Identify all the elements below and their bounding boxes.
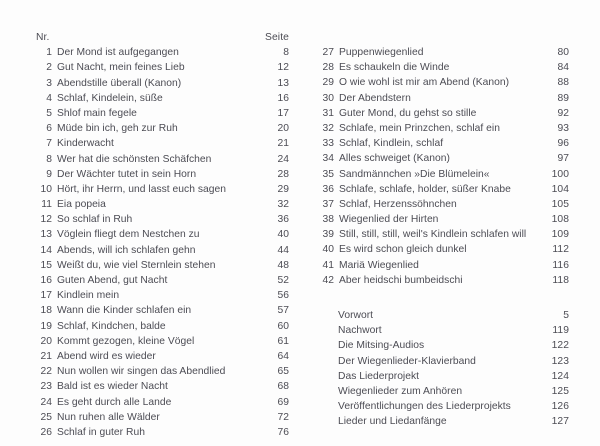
toc-entry-page-number: 56 <box>277 290 289 302</box>
toc-entry[interactable] <box>318 60 569 75</box>
toc-entry-number: 5 <box>46 107 52 119</box>
toc-entry-title[interactable]: Abend wird es wieder <box>57 350 156 362</box>
toc-entry-page-number: 61 <box>277 335 289 347</box>
toc-entry[interactable] <box>318 212 569 227</box>
toc-entry[interactable] <box>36 349 289 364</box>
toc-entry-page-number: 5 <box>563 310 569 321</box>
toc-entry[interactable] <box>318 258 569 273</box>
toc-entry-page-number: 127 <box>551 416 569 428</box>
toc-entry-title[interactable]: Wiegenlied der Hirten <box>339 214 439 226</box>
toc-entry-number: 32 <box>322 122 334 134</box>
toc-entry-title[interactable]: Gut Nacht, mein feines Lieb <box>57 62 185 74</box>
toc-entry-title[interactable]: Sandmännchen »Die Blümelein« <box>339 168 490 180</box>
toc-entry-number: 9 <box>46 168 52 180</box>
toc-entry[interactable] <box>318 91 569 106</box>
toc-entry-page-number: 57 <box>277 305 289 317</box>
toc-entry-title[interactable]: So schlaf in Ruh <box>57 214 133 226</box>
toc-entry[interactable] <box>36 182 289 197</box>
toc-entry[interactable] <box>338 414 569 429</box>
toc-entry-page-number: 122 <box>551 340 569 352</box>
toc-entry-number: 28 <box>322 62 334 74</box>
toc-entry-title[interactable]: Schlaf, Herzenssöhnchen <box>339 198 457 210</box>
toc-entry-number: 27 <box>322 47 334 58</box>
toc-entry[interactable] <box>36 379 289 394</box>
toc-entry-number: 35 <box>322 168 334 180</box>
toc-entry-title[interactable]: Es geht durch alle Lande <box>57 396 172 408</box>
toc-entry-number: 18 <box>40 305 52 317</box>
toc-entry-page-number: 60 <box>277 320 289 332</box>
toc-entry-page-number: 92 <box>557 107 569 119</box>
toc-entry[interactable] <box>36 136 289 151</box>
toc-entry-title[interactable]: Bald ist es wieder Nacht <box>57 381 168 393</box>
toc-entry-page-number: 64 <box>277 350 289 362</box>
toc-entry-number: 21 <box>40 350 52 362</box>
toc-entry-number: 31 <box>322 107 334 119</box>
toc-entry-title[interactable]: Es schaukeln die Winde <box>339 62 450 74</box>
toc-entry-title[interactable]: Der Mond ist aufgegangen <box>57 47 179 59</box>
toc-entry-title[interactable]: Guter Mond, du gehst so stille <box>339 107 477 119</box>
toc-entry-title[interactable]: Vorwort <box>338 310 374 321</box>
toc-entry-title[interactable]: Lieder und Liedanfänge <box>338 416 447 428</box>
toc-entry-page-number: 126 <box>551 401 569 413</box>
toc-entry-number: 36 <box>322 183 334 195</box>
toc-entry-page-number: 93 <box>557 122 569 134</box>
toc-entry-page-number: 123 <box>551 355 569 367</box>
toc-entry-page-number: 48 <box>277 259 289 271</box>
toc-entry-page-number: 116 <box>552 259 569 271</box>
toc-entry-title[interactable]: Puppenwiegenlied <box>339 47 424 58</box>
toc-entry-title[interactable]: Schlaf in guter Ruh <box>57 426 145 438</box>
toc-entry[interactable] <box>36 395 289 410</box>
toc-entry-number: 17 <box>40 290 52 302</box>
toc-entry-title[interactable]: Die Mitsing-Audios <box>338 340 425 352</box>
toc-entry-title[interactable]: Kinderwacht <box>57 138 114 150</box>
toc-entry[interactable] <box>36 45 289 60</box>
toc-entry[interactable] <box>36 106 289 121</box>
toc-entry-title[interactable]: Guten Abend, gut Nacht <box>57 275 168 286</box>
toc-entry-page-number: 108 <box>551 214 569 226</box>
toc-entry-page-number: 13 <box>277 77 289 89</box>
toc-entry-page-number: 109 <box>551 229 569 241</box>
toc-entry[interactable] <box>36 152 289 167</box>
toc-entry-title[interactable]: Still, still, still, weil's Kindlein schlafen will <box>339 229 527 241</box>
toc-entry[interactable] <box>318 75 569 90</box>
toc-entry-page-number: 29 <box>277 183 289 195</box>
toc-entry-page-number: 40 <box>277 229 289 241</box>
toc-entry-title[interactable]: Weißt du, wie viel Sternlein stehen <box>57 259 216 271</box>
toc-entry-page-number: 32 <box>277 199 289 211</box>
toc-list-left <box>36 45 289 440</box>
toc-entry-page-number: 80 <box>557 47 569 58</box>
toc-entry-page-number: 65 <box>277 366 289 378</box>
toc-entry-title[interactable]: Schlaf, Kindchen, balde <box>57 320 166 332</box>
toc-entry-number: 11 <box>41 199 52 211</box>
toc-entry[interactable] <box>36 227 289 242</box>
toc-entry[interactable] <box>318 182 569 197</box>
toc-entry-title[interactable]: Hört, ihr Herrn, und lasst euch sagen <box>57 183 227 195</box>
toc-entry-page-number: 100 <box>551 168 569 180</box>
toc-entry[interactable] <box>338 354 569 369</box>
toc-entry-title[interactable]: Kommt gezogen, kleine Vögel <box>57 335 195 347</box>
column-header-seite: Seite <box>265 32 289 43</box>
toc-back-matter <box>338 308 569 430</box>
toc-entry[interactable] <box>36 425 289 440</box>
toc-entry-number: 16 <box>40 275 52 286</box>
toc-entry-title[interactable]: Nun wollen wir singen das Abendlied <box>57 366 226 378</box>
toc-entry-title[interactable]: Schlaf, Kindelein, süße <box>57 92 163 104</box>
toc-entry-number: 41 <box>322 259 334 271</box>
toc-entry-number: 12 <box>40 214 52 226</box>
toc-entry[interactable] <box>36 197 289 212</box>
toc-entry[interactable] <box>318 197 569 212</box>
toc-entry-page-number: 68 <box>277 381 289 393</box>
toc-entry-page-number: 72 <box>277 411 289 423</box>
toc-entry[interactable] <box>318 121 569 136</box>
toc-entry-title[interactable]: Nachwort <box>338 325 382 337</box>
toc-entry-number: 7 <box>46 138 52 150</box>
toc-entry-number: 30 <box>322 92 334 104</box>
toc-entry-page-number: 105 <box>551 198 569 210</box>
toc-entry-page-number: 12 <box>277 62 289 74</box>
toc-entry-number: 10 <box>40 183 52 195</box>
toc-entry-title[interactable]: Wer hat die schönsten Schäfchen <box>57 153 212 165</box>
toc-entry-number: 23 <box>40 381 52 393</box>
toc-entry-number: 3 <box>46 77 52 89</box>
toc-entry[interactable] <box>36 212 289 227</box>
toc-entry-page-number: 118 <box>552 274 569 286</box>
toc-entry-page-number: 17 <box>277 107 289 119</box>
toc-entry[interactable] <box>36 121 289 136</box>
toc-entry[interactable] <box>338 323 569 338</box>
toc-entry-number: 33 <box>322 138 334 150</box>
toc-entry-number: 19 <box>40 320 52 332</box>
toc-entry-title[interactable]: Alles schweiget (Kanon) <box>339 153 450 165</box>
toc-entry-title[interactable]: Eia popeia <box>57 199 106 211</box>
toc-entry-number: 4 <box>46 92 52 104</box>
toc-entry[interactable] <box>36 91 289 106</box>
toc-entry-title[interactable]: Der Wiegenlieder-Klavierband <box>338 355 476 367</box>
toc-entry-number: 29 <box>322 77 334 89</box>
toc-entry-title[interactable]: Mariä Wiegenlied <box>339 259 419 271</box>
toc-entry-title[interactable]: Aber heidschi bumbeidschi <box>339 274 463 286</box>
toc-entry-title[interactable]: Kindlein mein <box>57 290 120 302</box>
toc-entry-number: 8 <box>46 153 52 165</box>
toc-entry-number: 37 <box>322 198 334 210</box>
toc-entry[interactable] <box>318 273 569 288</box>
toc-entry[interactable] <box>338 384 569 399</box>
toc-entry[interactable] <box>36 273 289 288</box>
toc-entry[interactable] <box>338 338 569 353</box>
toc-entry[interactable] <box>36 258 289 273</box>
toc-entry-page-number: 44 <box>277 244 289 256</box>
toc-entry-page-number: 52 <box>277 275 289 286</box>
toc-entry-page-number: 96 <box>557 138 569 150</box>
toc-column-left <box>36 30 289 440</box>
toc-entry-page-number: 84 <box>557 62 569 74</box>
toc-entry-title[interactable]: Vöglein fliegt dem Nestchen zu <box>57 229 200 241</box>
toc-entry-number: 24 <box>40 396 52 408</box>
toc-entry[interactable] <box>36 60 289 75</box>
toc-entry-title[interactable]: Abendstille überall (Kanon) <box>57 77 182 89</box>
toc-column-right <box>318 45 569 288</box>
toc-entry-page-number: 8 <box>283 47 289 59</box>
toc-entry[interactable] <box>36 303 289 318</box>
toc-entry[interactable] <box>36 410 289 425</box>
toc-entry[interactable] <box>36 334 289 349</box>
toc-entry-page-number: 104 <box>551 183 569 195</box>
toc-entry-number: 25 <box>40 411 52 423</box>
toc-entry[interactable] <box>318 45 569 60</box>
toc-entry-page-number: 36 <box>277 214 289 226</box>
toc-entry-title[interactable]: Müde bin ich, geh zur Ruh <box>57 123 178 135</box>
toc-entry[interactable] <box>36 364 289 379</box>
toc-entry-number: 2 <box>46 62 52 74</box>
toc-entry-number: 15 <box>40 259 52 271</box>
toc-entry[interactable] <box>318 167 569 182</box>
toc-entry[interactable] <box>318 106 569 121</box>
toc-entry-number: 38 <box>322 214 334 226</box>
toc-entry-title[interactable]: O wie wohl ist mir am Abend (Kanon) <box>339 77 510 89</box>
toc-entry[interactable] <box>318 151 569 166</box>
toc-entry-page-number: 89 <box>557 92 569 104</box>
toc-entry-number: 1 <box>46 47 52 59</box>
toc-entry-title[interactable]: Das Liederprojekt <box>338 370 420 382</box>
toc-entry-page-number: 20 <box>277 123 289 135</box>
toc-entry-title[interactable]: Abends, will ich schlafen gehn <box>57 244 196 256</box>
toc-entry[interactable] <box>318 227 569 242</box>
toc-entry-page-number: 112 <box>552 244 569 256</box>
toc-entry-number: 20 <box>40 335 52 347</box>
toc-entry-number: 14 <box>40 244 52 256</box>
toc-list-back <box>338 308 569 430</box>
toc-entry-title[interactable]: Wiegenlieder zum Anhören <box>338 385 463 397</box>
toc-entry-title[interactable]: Shlof main fegele <box>57 107 137 119</box>
toc-entry[interactable] <box>318 136 569 151</box>
toc-entry[interactable] <box>36 319 289 334</box>
toc-entry-number: 22 <box>40 366 52 378</box>
toc-entry-title[interactable]: Veröffentlichungen des Liederprojekts <box>338 401 511 413</box>
toc-header-row <box>36 30 289 45</box>
toc-entry-page-number: 24 <box>277 153 289 165</box>
toc-entry-number: 26 <box>40 426 52 438</box>
toc-entry-page-number: 97 <box>557 153 569 165</box>
toc-entry-title[interactable]: Schlaf, Kindlein, schlaf <box>339 138 444 150</box>
toc-entry-number: 39 <box>322 229 334 241</box>
toc-entry-title[interactable]: Schlafe, schlafe, holder, süßer Knabe <box>339 183 511 195</box>
toc-entry-page-number: 124 <box>551 370 569 382</box>
toc-entry-number: 40 <box>322 244 334 256</box>
toc-entry[interactable] <box>318 242 569 257</box>
toc-entry[interactable] <box>36 288 289 303</box>
toc-entry[interactable] <box>338 369 569 384</box>
toc-list-right <box>318 45 569 288</box>
toc-entry-title[interactable]: Der Abendstern <box>339 92 411 104</box>
toc-entry-page-number: 119 <box>552 325 569 337</box>
toc-entry-number: 42 <box>322 274 334 286</box>
toc-entry-number: 34 <box>322 153 334 165</box>
toc-entry[interactable] <box>36 167 289 182</box>
toc-entry-page-number: 16 <box>277 92 289 104</box>
toc-entry-page-number: 28 <box>277 168 289 180</box>
toc-entry-page-number: 125 <box>551 385 569 397</box>
toc-entry-title[interactable]: Es wird schon gleich dunkel <box>339 244 467 256</box>
toc-entry[interactable] <box>338 399 569 414</box>
toc-entry[interactable] <box>338 308 569 323</box>
toc-entry-page-number: 88 <box>557 77 569 89</box>
toc-entry-title[interactable]: Der Wächter tutet in sein Horn <box>57 168 197 180</box>
toc-entry[interactable] <box>36 76 289 91</box>
toc-entry-number: 6 <box>46 123 52 135</box>
toc-entry-page-number: 69 <box>277 396 289 408</box>
column-header-nr: Nr. <box>36 32 50 43</box>
toc-entry-page-number: 21 <box>277 138 289 150</box>
toc-entry[interactable] <box>36 243 289 258</box>
toc-entry-title[interactable]: Nun ruhen alle Wälder <box>57 411 160 423</box>
toc-entry-number: 13 <box>40 229 52 241</box>
toc-entry-title[interactable]: Schlafe, mein Prinzchen, schlaf ein <box>339 122 500 134</box>
toc-entry-page-number: 76 <box>277 426 289 438</box>
toc-entry-title[interactable]: Wann die Kinder schlafen ein <box>57 305 192 317</box>
